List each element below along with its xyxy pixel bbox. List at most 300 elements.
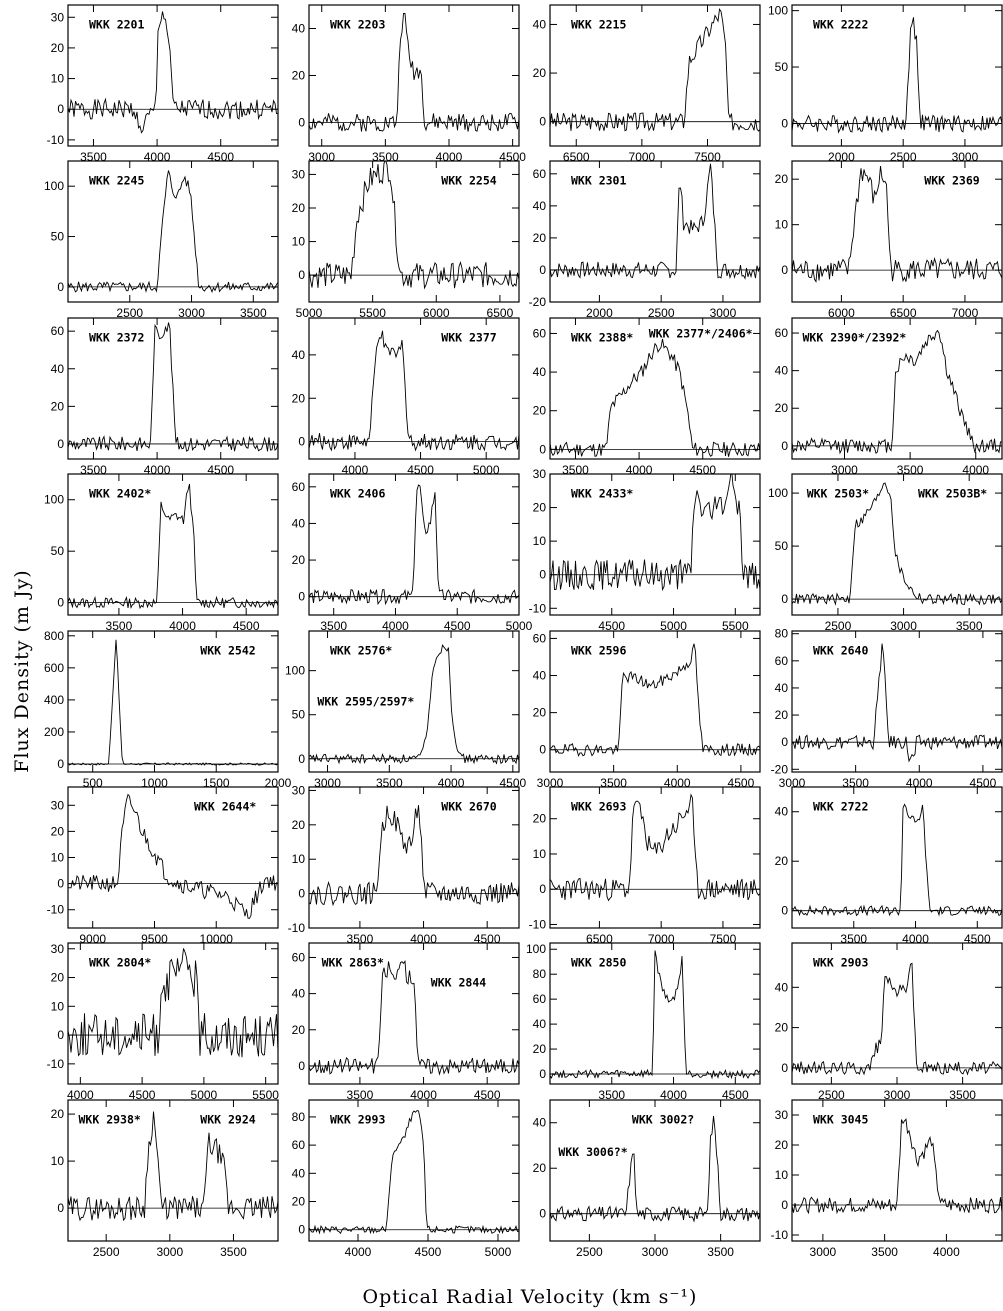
- x-tick-label: 4000: [344, 1245, 372, 1259]
- spectrum-line: [792, 1119, 1002, 1213]
- x-tick-label: 4000: [902, 932, 929, 946]
- galaxy-label: WKK 2433*: [571, 486, 634, 501]
- y-tick-label: 20: [774, 1138, 788, 1152]
- y-tick-label: 40: [532, 668, 546, 683]
- y-tick-label: 20: [291, 553, 305, 568]
- x-tick-label: 4500: [727, 776, 755, 790]
- y-tick-label: 20: [291, 391, 305, 406]
- galaxy-label: WKK 2542: [200, 643, 256, 658]
- y-tick-label: 10: [291, 852, 305, 867]
- x-tick-label: 4500: [128, 1088, 156, 1102]
- x-tick-label: 3500: [896, 463, 924, 477]
- spectrum-panel: [292, 318, 519, 477]
- galaxy-label: WKK 2377*/2406*: [648, 326, 753, 341]
- x-tick-label: 4500: [473, 932, 501, 946]
- galaxy-label: WKK 2406: [330, 486, 386, 501]
- x-tick-label: 7000: [647, 932, 675, 946]
- y-tick-label: 60: [291, 1138, 305, 1153]
- y-tick-label: 20: [291, 1194, 305, 1209]
- y-tick-label: 40: [291, 516, 305, 531]
- spectrum-panel: [292, 160, 519, 320]
- y-tick-label: -10: [46, 1056, 64, 1071]
- galaxy-label: WKK 3045: [813, 1112, 869, 1127]
- x-tick-label: 2500: [647, 306, 675, 320]
- spectrum-panel: [768, 474, 1002, 633]
- y-tick-label: 0: [57, 1028, 64, 1043]
- y-tick-label: 10: [532, 846, 546, 861]
- x-tick-label: 4500: [963, 932, 991, 946]
- y-tick-label: 40: [774, 680, 788, 695]
- y-tick-label: 100: [767, 3, 788, 18]
- x-tick-label: 2500: [889, 150, 917, 164]
- x-tick-label: 5500: [359, 306, 386, 320]
- galaxy-label: WKK 2245: [89, 173, 145, 188]
- y-tick-label: 20: [774, 401, 788, 416]
- y-tick-label: 0: [539, 262, 546, 277]
- x-tick-label: 3500: [600, 776, 627, 790]
- x-tick-label: 3500: [320, 619, 348, 633]
- y-tick-label: 200: [43, 724, 64, 739]
- y-tick-label: -10: [528, 601, 546, 616]
- y-tick-label: 10: [50, 1154, 64, 1169]
- x-tick-label: 3500: [871, 1245, 898, 1259]
- x-tick-label: 3500: [840, 932, 868, 946]
- x-tick-label: 4000: [67, 1088, 94, 1102]
- spectrum-panel: [768, 4, 1002, 164]
- x-tick-label: 2500: [818, 1088, 845, 1102]
- x-tick-label: 6500: [889, 306, 917, 320]
- x-tick-label: 4000: [143, 463, 171, 477]
- spectrum-panel: [533, 5, 760, 164]
- spectrum-panel: [771, 627, 1002, 790]
- x-tick-label: 1500: [202, 776, 230, 790]
- x-tick-label: 3000: [178, 306, 205, 320]
- galaxy-label: WKK 2201: [89, 17, 145, 32]
- x-tick-label: 7500: [709, 932, 737, 946]
- y-tick-label: 40: [291, 347, 305, 362]
- x-tick-label: 4500: [207, 150, 235, 164]
- x-tick-label: 3500: [346, 932, 374, 946]
- galaxy-label: WKK 2595/2597*: [317, 694, 415, 709]
- x-tick-label: 2000: [586, 306, 613, 320]
- galaxy-label: WKK 2993: [330, 1112, 386, 1127]
- y-tick-label: 50: [774, 60, 788, 75]
- spectrum-panel: [775, 161, 1002, 320]
- x-tick-label: 3000: [308, 150, 336, 164]
- y-tick-label: 30: [291, 783, 305, 798]
- spectrum-panel: [529, 161, 760, 320]
- y-tick-label: 0: [57, 756, 64, 771]
- y-tick-label: 30: [291, 167, 305, 182]
- x-tick-label: 3500: [220, 1245, 247, 1259]
- x-tick-label: 2000: [264, 776, 292, 790]
- y-tick-label: 0: [298, 589, 305, 604]
- x-tick-label: 4500: [969, 776, 997, 790]
- x-tick-label: 6000: [828, 306, 855, 320]
- y-tick-label: 10: [774, 1168, 788, 1182]
- spectrum-panel: [47, 5, 278, 164]
- y-tick-label: 80: [291, 1109, 305, 1124]
- y-tick-label: 40: [50, 361, 64, 376]
- y-tick-label: 400: [43, 692, 64, 707]
- y-tick-label: 60: [774, 326, 788, 341]
- y-tick-label: 20: [50, 1107, 64, 1122]
- y-tick-label: 0: [539, 1067, 546, 1082]
- galaxy-label: WKK 2377: [441, 330, 497, 345]
- y-tick-label: 40: [532, 1115, 546, 1130]
- y-tick-label: 20: [532, 1161, 546, 1176]
- y-tick-label: 80: [774, 626, 788, 641]
- y-tick-label: 0: [781, 903, 788, 918]
- galaxy-label: WKK 2576*: [330, 643, 393, 658]
- y-tick-label: 0: [539, 742, 546, 757]
- y-tick-label: 10: [50, 850, 64, 865]
- spectrum-panel: [533, 1100, 760, 1259]
- x-tick-label: 7500: [694, 150, 721, 164]
- y-tick-label: 20: [532, 705, 546, 720]
- spectrum-panel: [533, 318, 760, 477]
- x-tick-label: 500: [82, 776, 103, 790]
- y-tick-label: 0: [781, 263, 788, 278]
- spectrum-line: [68, 640, 278, 765]
- y-tick-label: 40: [774, 363, 788, 378]
- spectrum-line: [309, 1111, 519, 1234]
- x-tick-label: 4500: [407, 463, 434, 477]
- x-tick-label: 3000: [709, 306, 737, 320]
- y-tick-label: 10: [774, 217, 788, 232]
- x-tick-label: 3500: [598, 1088, 626, 1102]
- spectrum-panel: [292, 474, 533, 633]
- y-tick-label: -10: [46, 902, 64, 917]
- x-tick-label: 5500: [721, 619, 749, 633]
- y-tick-label: 0: [298, 434, 305, 449]
- y-tick-label: 100: [284, 663, 305, 678]
- y-tick-label: 40: [291, 1166, 305, 1181]
- y-tick-label: 100: [43, 492, 64, 507]
- spectrum-panel: [51, 318, 278, 477]
- galaxy-label: WKK 2863*: [321, 955, 384, 970]
- spectrum-line: [792, 331, 1002, 454]
- y-tick-label: 20: [291, 1022, 305, 1037]
- spectrum-panel: [47, 942, 280, 1102]
- y-tick-label: 20: [291, 817, 305, 832]
- spectrum-panel: [292, 5, 527, 164]
- y-tick-label: 40: [291, 21, 305, 36]
- y-tick-label: -10: [528, 917, 546, 932]
- y-tick-label: 20: [774, 708, 788, 723]
- y-tick-label: 80: [532, 967, 546, 982]
- y-tick-label: -20: [528, 295, 546, 309]
- x-tick-label: 3500: [842, 776, 869, 790]
- x-axis-label: Optical Radial Velocity (km s⁻¹): [362, 1286, 698, 1308]
- y-tick-label: -10: [287, 921, 305, 935]
- y-tick-label: -20: [770, 762, 788, 777]
- y-tick-label: 600: [43, 660, 64, 675]
- x-tick-label: 3000: [641, 1245, 669, 1259]
- galaxy-label: WKK 2222: [813, 17, 869, 32]
- y-tick-label: 40: [532, 365, 546, 380]
- y-tick-label: 20: [774, 172, 788, 187]
- galaxy-label: WKK 2596: [571, 643, 627, 658]
- galaxy-label: WKK 2203: [330, 17, 386, 32]
- x-tick-label: 3000: [314, 776, 341, 790]
- y-tick-label: 0: [57, 1201, 64, 1216]
- spectrum-panel: [533, 631, 760, 790]
- y-tick-label: 20: [532, 811, 546, 826]
- x-tick-label: 5000: [484, 1245, 512, 1259]
- x-tick-label: 3500: [949, 1088, 976, 1102]
- y-tick-label: 60: [291, 950, 305, 965]
- x-tick-label: 3000: [536, 776, 564, 790]
- x-tick-label: 3500: [955, 619, 983, 633]
- galaxy-label: WKK 2938*: [78, 1112, 141, 1127]
- y-tick-label: 20: [50, 40, 64, 55]
- spectrum-panel: [292, 943, 519, 1102]
- y-tick-label: 30: [774, 1108, 788, 1122]
- x-tick-label: 5000: [295, 306, 323, 320]
- y-tick-label: 30: [50, 941, 64, 956]
- x-tick-label: 4000: [382, 619, 409, 633]
- spectrum-line: [792, 804, 1002, 915]
- y-tick-label: 60: [532, 631, 546, 646]
- x-tick-label: 1000: [141, 776, 168, 790]
- galaxy-label: WKK 2372: [89, 330, 145, 345]
- x-tick-label: 3500: [80, 463, 107, 477]
- spectrum-panel: [529, 787, 760, 946]
- y-tick-label: 0: [57, 279, 64, 294]
- spectrum-panel: [775, 318, 1002, 477]
- galaxy-label: WKK 2369: [924, 173, 980, 188]
- x-tick-label: 3000: [890, 619, 917, 633]
- spectrum-panel: [526, 942, 760, 1102]
- x-tick-label: 3500: [105, 619, 133, 633]
- y-tick-label: 0: [57, 436, 64, 451]
- y-tick-label: 20: [774, 854, 788, 869]
- x-tick-label: 4000: [905, 776, 933, 790]
- x-tick-label: 4000: [143, 150, 171, 164]
- y-tick-label: 60: [774, 653, 788, 668]
- spectrum-line: [309, 805, 519, 905]
- x-tick-label: 2500: [824, 619, 852, 633]
- x-tick-label: 5000: [505, 619, 533, 633]
- x-tick-label: 5000: [190, 1088, 218, 1102]
- x-tick-label: 4500: [207, 463, 235, 477]
- y-tick-label: 40: [774, 980, 788, 995]
- y-tick-label: 60: [50, 324, 64, 339]
- galaxy-label: WKK 2254: [441, 173, 497, 188]
- x-tick-label: 4000: [933, 1245, 960, 1259]
- x-tick-label: 4000: [435, 150, 463, 164]
- galaxy-label: WKK 3006?*: [558, 1145, 628, 1160]
- y-tick-label: 0: [781, 735, 788, 750]
- y-tick-label: 20: [532, 500, 546, 515]
- x-tick-label: 3500: [707, 1245, 734, 1259]
- x-tick-label: 4000: [410, 932, 437, 946]
- galaxy-label: WKK 2804*: [89, 955, 152, 970]
- spectrum-line: [309, 331, 519, 450]
- x-tick-label: 4500: [689, 463, 717, 477]
- spectrum-line: [792, 483, 1002, 604]
- x-tick-label: 4500: [721, 1088, 749, 1102]
- galaxy-label: WKK 2670: [441, 799, 497, 814]
- y-tick-label: 0: [781, 116, 788, 131]
- x-tick-label: 5000: [660, 619, 687, 633]
- x-tick-label: 4500: [443, 619, 471, 633]
- y-tick-label: 20: [291, 201, 305, 215]
- spectrum-panel: [529, 467, 760, 633]
- y-tick-label: 40: [532, 198, 546, 213]
- spectrum-panel: [44, 629, 292, 790]
- galaxy-label: WKK 2844: [430, 975, 487, 990]
- x-tick-label: 3000: [156, 1245, 184, 1259]
- y-tick-label: -10: [46, 132, 64, 147]
- x-tick-label: 4000: [410, 1088, 437, 1102]
- y-tick-label: 0: [781, 592, 788, 607]
- galaxy-label: WKK 2924: [200, 1112, 256, 1127]
- x-tick-label: 3000: [778, 776, 806, 790]
- y-tick-label: 40: [774, 804, 788, 819]
- y-tick-label: 0: [57, 595, 64, 610]
- x-tick-label: 4000: [437, 776, 465, 790]
- y-tick-label: 50: [774, 539, 788, 554]
- y-tick-label: 20: [50, 399, 64, 414]
- spectrum-line: [550, 644, 760, 756]
- galaxy-label: WKK 3002?: [631, 1112, 695, 1127]
- spectrum-line: [68, 484, 278, 608]
- y-tick-label: 40: [532, 17, 546, 32]
- x-tick-label: 5000: [472, 463, 500, 477]
- galaxy-label: WKK 2903: [813, 955, 869, 970]
- x-tick-label: 6500: [562, 150, 590, 164]
- y-tick-label: 60: [532, 326, 546, 341]
- x-tick-label: 2500: [92, 1245, 120, 1259]
- spectrum-line: [792, 963, 1002, 1074]
- x-tick-label: 4000: [663, 776, 691, 790]
- spectrum-panel: [44, 161, 278, 320]
- y-tick-label: 30: [50, 10, 64, 25]
- y-tick-label: 10: [532, 534, 546, 549]
- spectrum-line: [550, 339, 760, 457]
- y-tick-label: 20: [774, 1020, 788, 1035]
- x-tick-label: 3000: [809, 1245, 837, 1259]
- y-tick-label: 0: [298, 115, 305, 130]
- y-tick-label: 0: [781, 1060, 788, 1075]
- x-tick-label: 9500: [141, 932, 168, 946]
- y-tick-label: 0: [781, 438, 788, 453]
- y-tick-label: 0: [539, 882, 546, 897]
- y-tick-label: 50: [291, 707, 305, 722]
- y-axis-label: [2, 520, 32, 820]
- y-tick-label: 100: [525, 942, 546, 957]
- spectrum-panel: [44, 474, 278, 633]
- x-tick-label: 3500: [80, 150, 107, 164]
- y-tick-label: 0: [298, 1058, 305, 1073]
- x-tick-label: 5500: [252, 1088, 279, 1102]
- galaxy-label: WKK 2301: [571, 173, 627, 188]
- galaxy-label: WKK 2722: [813, 799, 869, 814]
- x-tick-label: 3000: [951, 150, 979, 164]
- x-tick-label: 3000: [883, 1088, 911, 1102]
- y-tick-label: 10: [50, 999, 64, 1014]
- galaxy-label: WKK 2693: [571, 799, 627, 814]
- spectrum-panel: [771, 1100, 1002, 1259]
- y-tick-label: 60: [291, 479, 305, 494]
- spectrum-panel: [775, 787, 1002, 946]
- y-tick-label: 800: [43, 628, 64, 643]
- galaxy-label: WKK 2644*: [194, 799, 257, 814]
- x-tick-label: 3500: [562, 463, 589, 477]
- y-tick-label: 10: [291, 234, 305, 249]
- x-tick-label: 4000: [660, 1088, 687, 1102]
- spectrum-line: [550, 1116, 760, 1221]
- x-tick-label: 7000: [951, 306, 979, 320]
- galaxy-label: WKK 2503B*: [918, 486, 988, 501]
- y-tick-label: -10: [770, 1228, 788, 1242]
- y-tick-label: 0: [539, 442, 546, 457]
- spectrum-line: [792, 17, 1002, 132]
- x-tick-label: 2500: [116, 306, 144, 320]
- y-tick-label: 50: [50, 229, 64, 244]
- x-tick-label: 4000: [341, 463, 369, 477]
- x-tick-label: 6500: [586, 932, 613, 946]
- y-tick-label: 0: [57, 876, 64, 891]
- y-tick-label: 30: [50, 798, 64, 813]
- x-tick-label: 2000: [828, 150, 855, 164]
- spectrum-line: [68, 171, 278, 292]
- y-tick-label: 30: [532, 467, 546, 481]
- spectrum-line: [68, 1112, 278, 1221]
- x-tick-label: 3500: [346, 1088, 374, 1102]
- x-tick-label: 4000: [169, 619, 196, 633]
- x-tick-label: 4500: [414, 1245, 442, 1259]
- galaxy-label: WKK 2388*: [571, 330, 634, 345]
- x-tick-label: 4500: [598, 619, 626, 633]
- x-tick-label: 9000: [79, 932, 107, 946]
- y-tick-label: 20: [50, 824, 64, 839]
- x-tick-label: 3500: [372, 150, 399, 164]
- y-tick-label: 20: [532, 403, 546, 418]
- y-axis-label-text: Flux Density (m Jy): [11, 569, 33, 773]
- y-tick-label: 0: [298, 268, 305, 283]
- y-tick-label: 40: [291, 986, 305, 1001]
- spectrum-panel: [285, 631, 527, 790]
- y-tick-label: 0: [298, 1222, 305, 1237]
- x-tick-label: 4000: [625, 463, 653, 477]
- x-tick-label: 6000: [422, 306, 450, 320]
- y-tick-label: 20: [532, 66, 546, 81]
- x-tick-label: 4500: [232, 619, 260, 633]
- y-tick-label: 20: [532, 230, 546, 245]
- y-tick-label: 100: [43, 179, 64, 194]
- y-tick-label: 20: [291, 68, 305, 83]
- y-tick-label: 60: [532, 992, 546, 1007]
- x-tick-label: 4500: [499, 150, 526, 164]
- y-tick-label: 0: [57, 102, 64, 117]
- y-tick-label: 40: [532, 1017, 546, 1032]
- spectrum-panel: [51, 1100, 278, 1259]
- x-tick-label: 3500: [375, 776, 403, 790]
- spectrum-panel: [288, 783, 519, 946]
- galaxy-label: WKK 2640: [813, 643, 869, 658]
- x-tick-label: 4500: [499, 776, 527, 790]
- y-tick-label: 0: [539, 114, 546, 129]
- x-tick-label: 7000: [628, 150, 656, 164]
- x-tick-label: 4000: [962, 463, 990, 477]
- y-tick-label: 0: [539, 1206, 546, 1221]
- x-tick-label: 3500: [239, 306, 267, 320]
- x-tick-label: 4500: [473, 1088, 501, 1102]
- spectrum-line: [309, 961, 519, 1074]
